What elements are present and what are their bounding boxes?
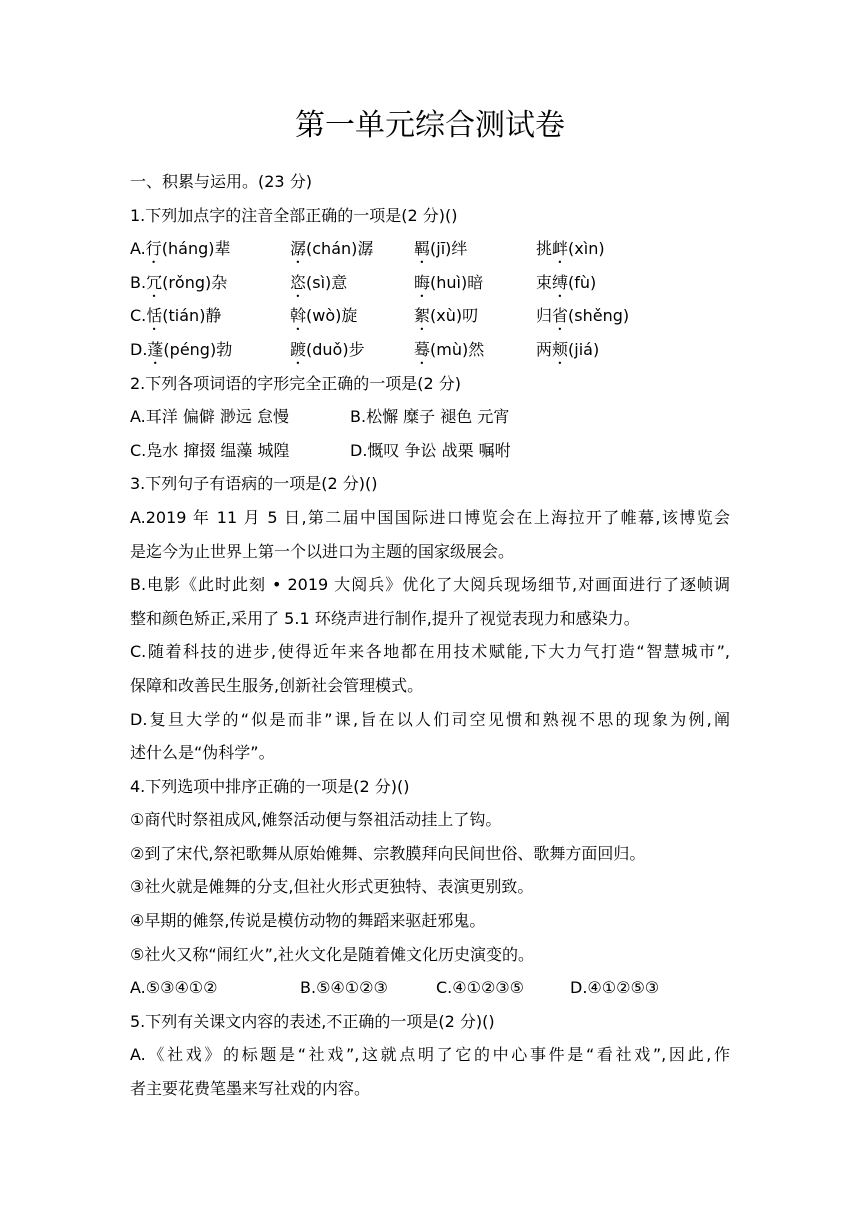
question-4-option-a: A.⑤③④①② (130, 978, 218, 998)
question-3-option-a-line-1: A.2019 年 11 月 5 日,第二届中国国际进口博览会在上海拉开了帷幕,该博览会 (130, 507, 730, 527)
question-3-stem: 3.下列句子有语病的一项是(2 分)() (130, 474, 378, 494)
option-term (130, 266, 290, 301)
dotted-character: 潺 (290, 239, 307, 259)
option-label: C. (130, 306, 147, 326)
dotted-character: 恣 (290, 272, 307, 292)
dotted-character: 缚 (552, 272, 569, 292)
question-1-option-d (130, 333, 730, 367)
term-pinyin: (jī)绊 (430, 239, 468, 259)
question-3-option-c-line-2: 保障和改善民生服务,创新社会管理模式。 (130, 675, 424, 695)
option-term (290, 333, 414, 368)
term-prefix: 两 (536, 339, 553, 359)
question-4-sentence-1: ①商代时祭祖成风,傩祭活动便与祭祖活动挂上了钩。 (130, 810, 502, 830)
option-term (414, 299, 536, 334)
question-2-option-a: A.耳洋 偏僻 渺远 怠慢 (130, 407, 290, 427)
dotted-character: 恬 (146, 306, 163, 326)
dotted-character: 晦 (414, 272, 431, 292)
question-1-option-b (130, 266, 730, 300)
term-pinyin: (sì)意 (306, 272, 348, 292)
dotted-character: 斡 (290, 306, 307, 326)
term-pinyin: (chán)潺 (306, 239, 374, 259)
question-5-stem: 5.下列有关课文内容的表述,不正确的一项是(2 分)() (130, 1011, 495, 1031)
dotted-character: 冗 (146, 272, 163, 292)
question-4-stem: 4.下列选项中排序正确的一项是(2 分)() (130, 776, 410, 796)
option-term (130, 333, 290, 368)
dotted-character: 颊 (552, 339, 569, 359)
term-pinyin: (péng)勃 (163, 339, 233, 359)
term-pinyin: (huì)暗 (430, 272, 484, 292)
term-pinyin: (wò)旋 (306, 306, 358, 326)
term-prefix: 束 (536, 272, 553, 292)
question-4-option-c: C.④①②③⑤ (436, 978, 524, 998)
option-term (290, 299, 414, 334)
question-1-stem: 1.下列加点字的注音全部正确的一项是(2 分)() (130, 205, 458, 225)
option-term (130, 299, 290, 334)
option-term (536, 333, 599, 368)
question-2-option-d: D.慨叹 争讼 战栗 嘱咐 (350, 440, 511, 460)
dotted-character: 蓦 (414, 339, 431, 359)
option-label: D. (130, 339, 148, 359)
term-pinyin: (fù) (568, 272, 597, 292)
option-term (414, 232, 536, 267)
dotted-character: 衅 (552, 239, 569, 259)
option-term (414, 266, 536, 301)
question-3-option-d-line-1: D.复旦大学的“似是而非”课,旨在以人们司空见惯和熟视不思的现象为例,阐 (130, 709, 730, 729)
page-title: 第一单元综合测试卷 (295, 108, 565, 143)
question-2-option-b: B.松懈 糜子 褪色 元宵 (350, 407, 510, 427)
question-5-option-a-line-1: A.《社戏》的标题是“社戏”,这就点明了它的中心事件是“看社戏”,因此,作 (130, 1045, 730, 1065)
question-3-option-c-line-1: C.随着科技的进步,使得近年来各地都在用技术赋能,下大力气打造“智慧城市”, (130, 642, 730, 662)
question-1-options (130, 232, 730, 366)
question-1-option-c (130, 299, 730, 333)
section-heading: 一、积累与运用。(23 分) (130, 172, 312, 191)
option-label: A. (130, 239, 146, 259)
term-pinyin: (duǒ)步 (306, 339, 365, 359)
term-pinyin: (xù)叨 (430, 306, 479, 326)
question-1-option-a (130, 232, 730, 266)
option-term (536, 266, 596, 301)
dotted-character: 蓬 (147, 339, 164, 359)
question-4-sentence-5: ⑤社火又称“闹红火”,社火文化是随着傩文化历史演变的。 (130, 944, 535, 964)
dotted-character: 踱 (290, 339, 307, 359)
option-term (290, 266, 414, 301)
question-2-stem: 2.下列各项词语的字形完全正确的一项是(2 分) (130, 373, 462, 393)
dotted-character: 羁 (414, 239, 431, 259)
option-term (536, 232, 605, 267)
option-label: B. (130, 272, 147, 292)
dotted-character: 行 (145, 239, 162, 259)
option-term (414, 333, 536, 368)
term-pinyin: (rǒng)杂 (162, 272, 228, 292)
question-3-option-a-line-2: 是迄今为止世界上第一个以进口为主题的国家级展会。 (130, 541, 515, 561)
document-body (130, 165, 730, 1106)
option-term (290, 232, 414, 267)
question-4-option-d: D.④①②⑤③ (570, 978, 660, 998)
term-pinyin: (mù)然 (430, 339, 485, 359)
term-pinyin: (shěng) (568, 306, 630, 326)
option-term (130, 232, 290, 267)
option-term (536, 299, 629, 334)
term-pinyin: (jiá) (568, 339, 600, 359)
question-2-options-row-1 (130, 400, 730, 434)
dotted-character: 省 (552, 306, 569, 326)
question-4-sentence-4: ④早期的傩祭,传说是模仿动物的舞蹈来驱赶邪鬼。 (130, 911, 486, 931)
question-2-option-c: C.凫水 撺掇 缊藻 城隍 (130, 440, 290, 460)
question-4-option-b: B.⑤④①②③ (300, 978, 388, 998)
question-2-options-row-2 (130, 434, 730, 468)
term-pinyin: (tián)静 (162, 306, 222, 326)
question-3-option-b-line-1: B.电影《此时此刻 • 2019 大阅兵》优化了大阅兵现场细节,对画面进行了逐帧调 (130, 575, 730, 595)
dotted-character: 絮 (414, 306, 431, 326)
question-4-options (130, 971, 730, 1005)
question-3-option-d-line-2: 述什么是“伪科学”。 (130, 743, 275, 763)
question-4-sentence-2: ②到了宋代,祭祀歌舞从原始傩舞、宗教膜拜向民间世俗、歌舞方面回归。 (130, 843, 646, 863)
term-pinyin: (háng)辈 (161, 239, 231, 259)
question-3-option-b-line-2: 整和颜色矫正,采用了 5.1 环绕声进行制作,提升了视觉表现力和感染力。 (130, 608, 640, 628)
term-prefix: 归 (536, 306, 553, 326)
term-pinyin: (xìn) (568, 239, 605, 259)
term-prefix: 挑 (536, 239, 553, 259)
question-4-sentence-3: ③社火就是傩舞的分支,但社火形式更独特、表演更别致。 (130, 877, 534, 897)
question-5-option-a-line-2: 者主要花费笔墨来写社戏的内容。 (130, 1079, 371, 1099)
